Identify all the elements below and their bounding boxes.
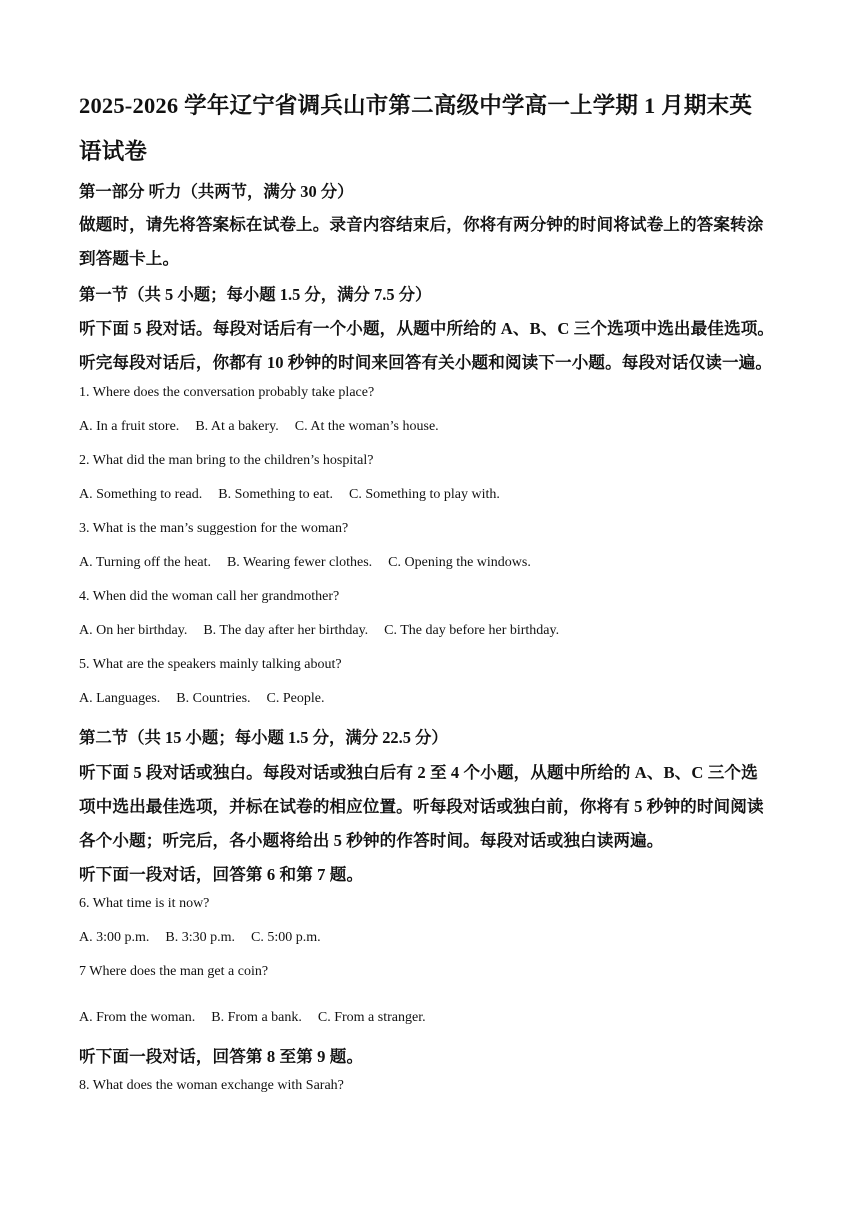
option-c: C. 5:00 p.m. (251, 930, 321, 945)
question-1-options (79, 419, 439, 435)
group-1-instruction: 听下面一段对话，回答第 6 和第 7 题。 (79, 865, 364, 884)
option-c: C. At the woman’s house. (294, 419, 439, 434)
question-2-options (79, 487, 500, 503)
option-b: B. Countries. (176, 691, 251, 706)
option-b: B. Wearing fewer clothes. (226, 555, 373, 570)
question-5-options (79, 691, 325, 707)
question-2: 2. What did the man bring to the children’s hospital? (79, 453, 374, 468)
option-a: A. On her birthday. (79, 623, 188, 638)
question-3-options (79, 555, 531, 571)
question-1: 1. Where does the conversation probably take place? (79, 385, 375, 400)
option-a: A. Languages. (79, 691, 161, 706)
option-b: B. At a bakery. (195, 419, 279, 434)
section1-instruction-line-2: 听完每段对话后，你都有 10 秒钟的时间来回答有关小题和阅读下一小题。每段对话仅读一遍。 (79, 353, 773, 372)
option-a: A. Something to read. (79, 487, 203, 502)
part1-heading: 第一部分 听力（共两节，满分 30 分） (79, 182, 354, 201)
option-c: C. Something to play with. (348, 487, 500, 502)
question-8: 8. What does the woman exchange with Sarah? (79, 1078, 344, 1093)
section1-instruction-line-1: 听下面 5 段对话。每段对话后有一个小题，从题中所给的 A、B、C 三个选项中选出最佳选项。 (79, 319, 775, 338)
option-c: C. From a stranger. (317, 1010, 426, 1025)
option-c: C. The day before her birthday. (384, 623, 560, 638)
section2-instruction-line-1: 听下面 5 段对话或独白。每段对话或独白后有 2 至 4 个小题，从题中所给的 A、B、C 三个选 (79, 763, 758, 782)
option-c: C. People. (266, 691, 325, 706)
document-title-line-1: 2025-2026 学年辽宁省调兵山市第二高级中学高一上学期 1 月期末英 (79, 93, 753, 118)
question-6: 6. What time is it now? (79, 896, 210, 911)
option-a: A. Turning off the heat. (79, 555, 211, 570)
part1-instruction-line-1: 做题时，请先将答案标在试卷上。录音内容结束后，你将有两分钟的时间将试卷上的答案转涂 (79, 215, 764, 234)
question-5: 5. What are the speakers mainly talking about? (79, 657, 342, 672)
document-title-line-2: 语试卷 (79, 139, 148, 164)
group-2-instruction: 听下面一段对话，回答第 8 至第 9 题。 (79, 1047, 364, 1066)
section2-instruction-line-2: 项中选出最佳选项，并标在试卷的相应位置。听每段对话或独白前，你将有 5 秒钟的时间阅读 (79, 797, 764, 816)
question-3: 3. What is the man’s suggestion for the woman? (79, 521, 349, 536)
question-6-options (79, 930, 321, 946)
option-b: B. From a bank. (211, 1010, 302, 1025)
part1-instruction-line-2: 到答题卡上。 (79, 249, 180, 268)
option-a: A. In a fruit store. (79, 419, 180, 434)
option-c: C. Opening the windows. (388, 555, 531, 570)
option-b: B. The day after her birthday. (203, 623, 369, 638)
question-4-options (79, 623, 559, 639)
option-b: B. 3:30 p.m. (165, 930, 236, 945)
question-7: 7 Where does the man get a coin? (79, 964, 269, 979)
section1-heading: 第一节（共 5 小题；每小题 1.5 分，满分 7.5 分） (79, 285, 432, 304)
section2-heading: 第二节（共 15 小题；每小题 1.5 分，满分 22.5 分） (79, 728, 448, 747)
option-a: A. 3:00 p.m. (79, 930, 150, 945)
question-7-options (79, 1010, 426, 1026)
option-b: B. Something to eat. (218, 487, 333, 502)
section2-instruction-line-3: 各个小题；听完后，各小题将给出 5 秒钟的作答时间。每段对话或独白读两遍。 (79, 831, 664, 850)
option-a: A. From the woman. (79, 1010, 196, 1025)
question-4: 4. When did the woman call her grandmother? (79, 589, 340, 604)
